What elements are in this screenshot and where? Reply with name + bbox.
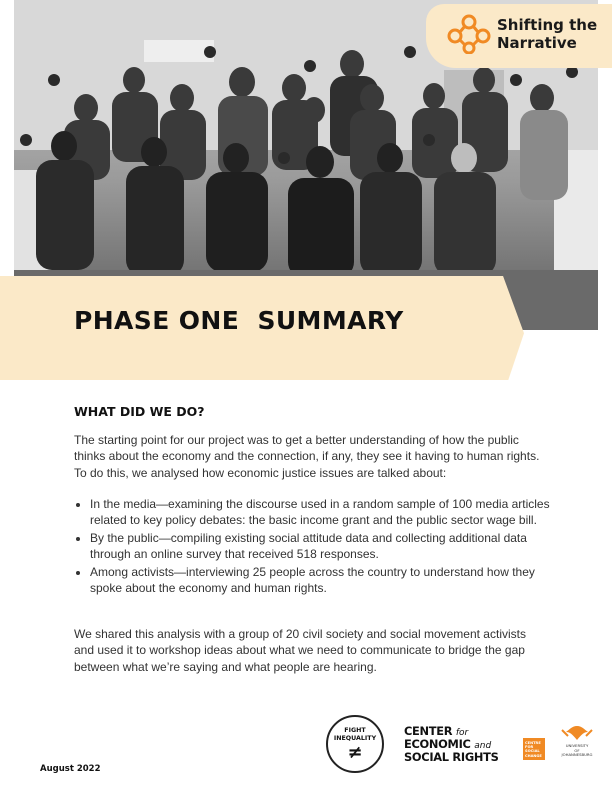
uj-crest-icon xyxy=(560,724,594,742)
logo-line-2: Narrative xyxy=(497,34,577,52)
fi-line-1: FIGHT xyxy=(344,727,366,734)
uj-line-2: OF xyxy=(574,747,580,753)
cesr-center: CENTER xyxy=(404,724,453,738)
fight-inequality-logo xyxy=(326,715,384,773)
list-item: • By the public—compiling existing social attitude data and collecting additional data through an online survey that received 518 responses. xyxy=(90,530,550,563)
fi-line-2: INEQUALITY xyxy=(333,735,377,742)
closing-paragraph: We shared this analysis with a group of 20 civil society and social movement activists and used it to workshop ideas about what we need to communicate to bridge the gap between what we’re saying and what people are hearing. xyxy=(74,627,526,674)
cesr-social-rights: SOCIAL RIGHTS xyxy=(404,750,499,764)
list-item: • In the media—examining the discourse used in a random sample of 100 media articles related to key policy debates: the basic income grant and the public sector wage bill. xyxy=(90,496,550,529)
page-title: PHASE ONE SUMMARY xyxy=(74,306,404,335)
shifting-the-narrative-logo-text xyxy=(497,16,597,52)
uj-line-1: UNIVERSITY xyxy=(565,743,589,748)
not-equal-icon: ≠ xyxy=(347,742,363,763)
activity-list xyxy=(74,496,550,597)
cesr-logo xyxy=(404,726,499,763)
intro-paragraph: The starting point for our project was to get a better understanding of how the public thinks about the economy and the connection, if any, they see it having to human rights. To do this, we analysed how economic justice issues are talked about: xyxy=(74,433,540,480)
cesr-for: for xyxy=(455,728,469,738)
logo-line-1: Shifting the xyxy=(497,16,598,34)
publication-date: August 2022 xyxy=(40,764,101,774)
list-item: • Among activists—interviewing 25 people across the country to understand how they spoke about the economy and human rights. xyxy=(90,564,550,597)
university-of-johannesburg-logo xyxy=(552,724,602,758)
section-heading: WHAT DID WE DO? xyxy=(74,404,205,419)
shifting-the-narrative-logo-icon xyxy=(446,14,492,54)
uj-line-3: JOHANNESBURG xyxy=(561,752,593,758)
cesr-and: and xyxy=(474,741,492,751)
cesr-economic: ECONOMIC xyxy=(404,737,471,751)
centre-for-social-change-logo: CENTRE FOR SOCIAL CHANGE xyxy=(523,738,545,760)
